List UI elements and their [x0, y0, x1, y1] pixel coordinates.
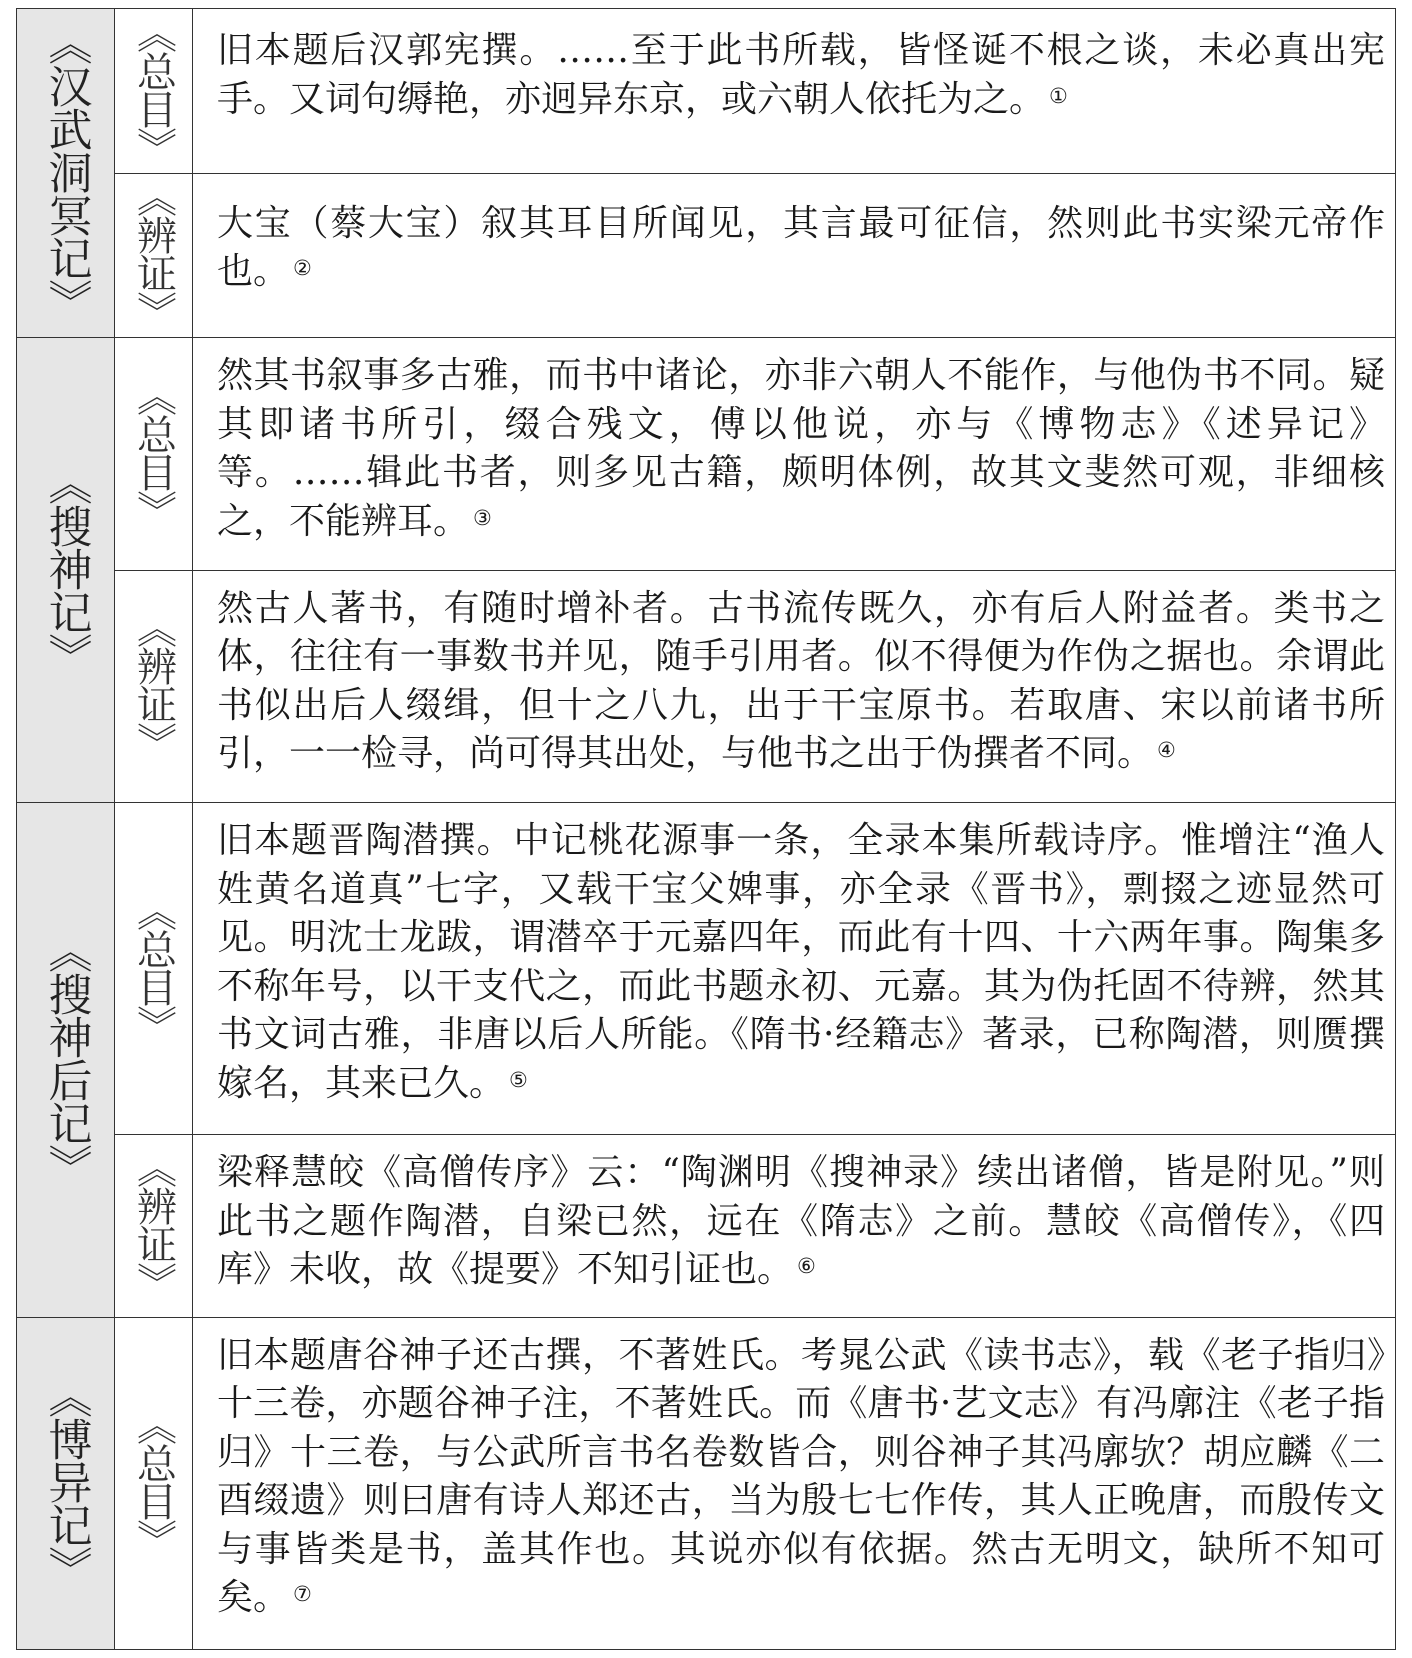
entry-text: 旧本题晋陶潜撰。中记桃花源事一条，全录本集所载诗序。惟增注“渔人姓黄名道真”七字，又载干宝父婢事，亦全录《晋书》，剽掇之迹显然可见。明沈士龙跋，谓潜卒于元嘉四年，而此有十四、十六两年事。陶集多不称年号，以干支代之，而此书题永初、元嘉。其为伪托固不待辨，然其书文词古雅，非唐以后人所能。《隋书·经籍志》著录，已称陶潜，则赝撰嫁名，其来已久。	[217, 820, 1385, 1104]
footnote-marker: ④	[1157, 738, 1176, 763]
footnote-marker: ⑦	[293, 1582, 312, 1607]
table-row	[17, 9, 1396, 174]
entry-text: 然其书叙事多古雅，而书中诸论，亦非六朝人不能作，与他伪书不同。疑其即诸书所引，缀合残文，傅以他说，亦与《博物志》《述异记》等。……辑此书者，则多见古籍，颇明体例，故其文斐然可观，非细核之，不能辨耳。	[217, 355, 1385, 542]
book-title-cell	[17, 9, 115, 338]
entry-text: 梁释慧皎《高僧传序》云：“陶渊明《搜神录》续出诸僧，皆是附见。”则此书之题作陶潜，自梁已然，远在《隋志》之前。慧皎《高僧传》，《四库》未收，故《提要》不知引证也。	[217, 1152, 1385, 1291]
table-row	[17, 173, 1396, 338]
comparison-table	[16, 8, 1396, 1650]
source-label: 《总目》	[130, 1405, 177, 1558]
book-title-cell	[17, 803, 115, 1318]
source-label-cell	[115, 1135, 193, 1317]
entry-text-cell	[193, 803, 1396, 1135]
entry-text-cell	[193, 9, 1396, 174]
entry-text: 旧本题后汉郭宪撰。……至于此书所载，皆怪诞不根之谈，未必真出宪手。又词句缛艳，亦迥异东京，或六朝人依托为之。	[217, 30, 1385, 120]
entry-text-cell	[193, 1135, 1396, 1317]
entry-text: 大宝（蔡大宝）叙其耳目所闻见，其言最可征信，然则此书实梁元帝作也。	[217, 202, 1385, 293]
book-title: 《搜神记》	[40, 460, 92, 676]
entry-text-cell	[193, 1317, 1396, 1649]
entry-text-cell	[193, 338, 1396, 571]
footnote-marker: ⑤	[509, 1067, 528, 1092]
source-label: 《辨证》	[130, 608, 177, 761]
footnote-marker: ①	[1049, 83, 1068, 108]
source-label: 《总目》	[130, 375, 177, 528]
source-label-cell	[115, 1317, 193, 1649]
source-label: 《总目》	[130, 12, 177, 165]
footnote-marker: ②	[293, 256, 312, 281]
book-title: 《汉武洞冥记》	[40, 20, 92, 322]
entry-text-cell	[193, 570, 1396, 803]
source-label-cell	[115, 9, 193, 174]
entry-text: 旧本题唐谷神子还古撰，不著姓氏。考晁公武《读书志》，载《老子指归》十三卷，亦题谷神子注，不著姓氏。而《唐书·艺文志》有冯廓注《老子指归》十三卷，与公武所言书名卷数皆合，则谷神子其冯廓欤？胡应麟《二酉缀遗》则曰唐有诗人郑还古，当为殷七七作传，其人正晚唐，而殷传文与事皆类是书，盖其作也。其说亦似有依据。然古无明文，缺所不知可矣。	[217, 1334, 1385, 1619]
book-title: 《博异记》	[40, 1373, 92, 1589]
footnote-marker: ③	[473, 505, 492, 530]
source-label-cell	[115, 338, 193, 571]
book-title: 《搜神后记》	[40, 929, 92, 1188]
entry-text: 然古人著书，有随时增补者。古书流传既久，亦有后人附益者。类书之体，往往有一事数书并见，随手引用者。似不得便为作伪之据也。余谓此书似出后人缀缉，但十之八九，出于干宝原书。若取唐、宋以前诸书所引，一一检寻，尚可得其出处，与他书之出于伪撰者不同。	[217, 587, 1385, 775]
source-label: 《总目》	[130, 890, 177, 1043]
table-row	[17, 1135, 1396, 1317]
footnote-marker: ⑥	[797, 1254, 816, 1279]
source-label-cell	[115, 173, 193, 338]
source-label-cell	[115, 570, 193, 803]
table-row	[17, 338, 1396, 571]
source-label: 《辨证》	[130, 1148, 177, 1301]
table-row	[17, 803, 1396, 1135]
book-title-cell	[17, 1317, 115, 1649]
entry-text-cell	[193, 173, 1396, 338]
table-row	[17, 1317, 1396, 1649]
table-row	[17, 570, 1396, 803]
source-label: 《辨证》	[130, 177, 177, 330]
book-title-cell	[17, 338, 115, 803]
source-label-cell	[115, 803, 193, 1135]
